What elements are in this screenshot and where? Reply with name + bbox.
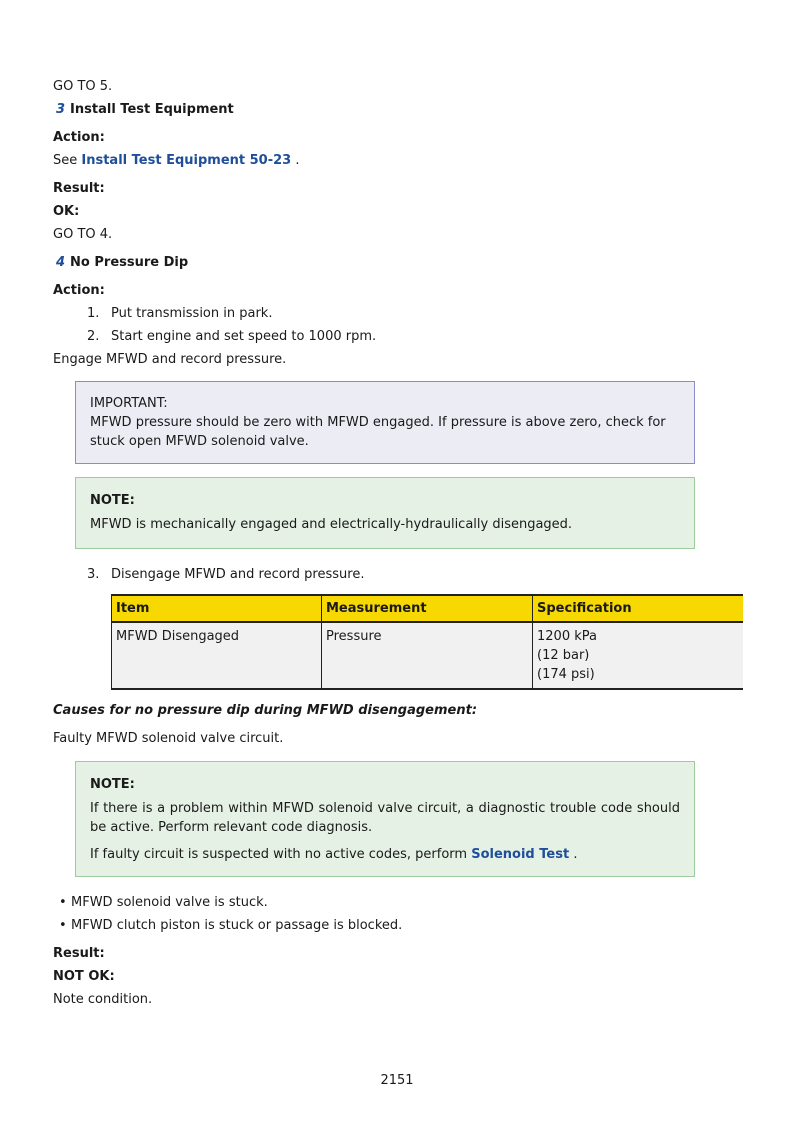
page-number: 2151 [380, 1073, 414, 1088]
table-row [112, 622, 744, 689]
note-text: MFWD is mechanically engaged and electrically-hydraulically disengaged. [90, 517, 573, 532]
note-condition-text: Note condition. [53, 992, 153, 1007]
step-4-heading [56, 254, 743, 271]
list-item: • MFWD clutch piston is stuck or passage is blocked. [53, 917, 743, 934]
header-item: Item [112, 595, 322, 622]
not-ok-label: NOT OK: [53, 969, 115, 984]
ok-label: OK: [53, 204, 80, 219]
causes-list [53, 894, 743, 934]
step-4-number: 4 [56, 255, 66, 270]
header-specification: Specification [533, 595, 744, 622]
result-label: Result: [53, 946, 105, 961]
list-item: 3. Disengage MFWD and record pressure. [87, 567, 365, 582]
goto-5-text: GO TO 5. [53, 79, 113, 94]
goto-4-text: GO TO 4. [53, 227, 113, 242]
step-3-title: Install Test Equipment [70, 102, 234, 117]
step-3-heading [56, 101, 743, 118]
important-label: IMPORTANT: [90, 396, 168, 411]
note-box [75, 477, 695, 549]
document-body [53, 78, 743, 1014]
step-4-title: No Pressure Dip [70, 255, 189, 270]
engage-text: Engage MFWD and record pressure. [53, 352, 287, 367]
cell-measurement: Pressure [322, 622, 533, 689]
important-text: MFWD pressure should be zero with MFWD engaged. If pressure is above zero, check for stuck open MFWD solenoid valve. [90, 415, 666, 449]
faulty-circuit-text: Faulty MFWD solenoid valve circuit. [53, 731, 284, 746]
table-header-row [112, 595, 744, 622]
install-test-equipment-link[interactable]: Install Test Equipment 50-23 [81, 153, 292, 168]
causes-heading: Causes for no pressure dip during MFWD disengagement: [53, 703, 478, 718]
list-item: • MFWD solenoid valve is stuck. [53, 894, 743, 911]
header-measurement: Measurement [322, 595, 533, 622]
list-item: 1. Put transmission in park. [87, 306, 273, 321]
note-solenoid-text: If faulty circuit is suspected with no active codes, perform Solenoid Test . [90, 847, 578, 862]
important-box [75, 381, 695, 464]
action-label: Action: [53, 130, 105, 145]
procedure-list [53, 305, 743, 345]
specification-table [111, 594, 743, 690]
note-box [75, 761, 695, 877]
action-label: Action: [53, 283, 105, 298]
see-period: . [295, 153, 300, 168]
result-label: Result: [53, 181, 105, 196]
solenoid-test-link[interactable]: Solenoid Test [471, 847, 570, 862]
note-text: If there is a problem within MFWD solenoid valve circuit, a diagnostic trouble code should be active. Perform relevant code diagnosis. [90, 801, 680, 835]
see-instruction [53, 152, 743, 169]
note-label: NOTE: [90, 777, 135, 792]
step-3-number: 3 [56, 102, 66, 117]
list-item: 2. Start engine and set speed to 1000 rpm. [87, 329, 377, 344]
cell-item: MFWD Disengaged [112, 622, 322, 689]
cell-specification: 1200 kPa (12 bar) (174 psi) [533, 622, 744, 689]
procedure-list-continued [53, 566, 743, 583]
see-text: See [53, 153, 78, 168]
note-label: NOTE: [90, 493, 135, 508]
